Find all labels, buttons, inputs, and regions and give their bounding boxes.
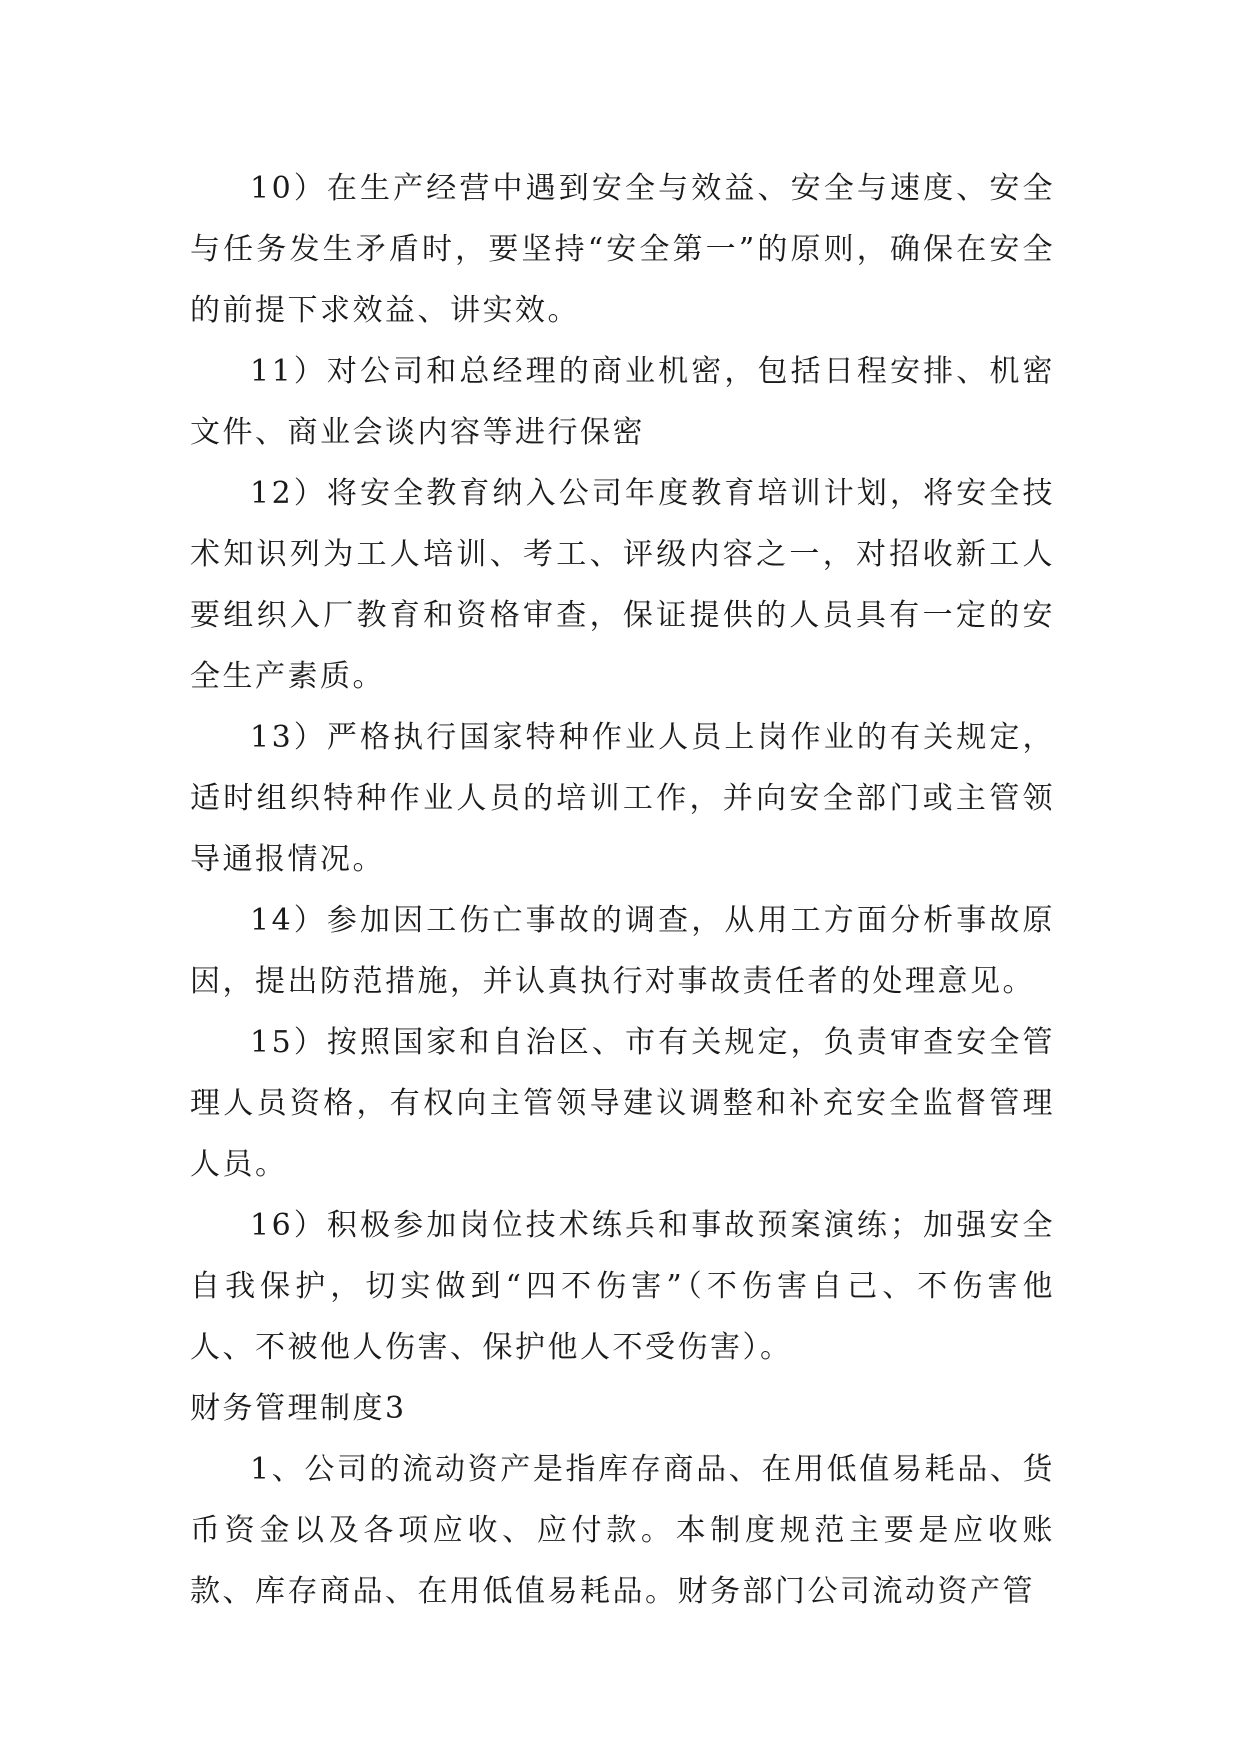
paragraph-item-14: 14）参加因工伤亡事故的调查，从用工方面分析事故原因，提出防范措施，并认真执行对事故责任者的处理意见。 bbox=[190, 903, 1055, 999]
paragraph-item-15: 15）按照国家和自治区、市有关规定，负责审查安全管理人员资格，有权向主管领导建议调整和补充安全监督管理人员。 bbox=[190, 1025, 1055, 1182]
paragraph-item-13: 13）严格执行国家特种作业人员上岗作业的有关规定，适时组织特种作业人员的培训工作，并向安全部门或主管领导通报情况。 bbox=[190, 720, 1055, 877]
paragraph-item-12: 12）将安全教育纳入公司年度教育培训计划，将安全技术知识列为工人培训、考工、评级内容之一，对招收新工人要组织入厂教育和资格审查，保证提供的人员具有一定的安全生产素质。 bbox=[190, 476, 1055, 694]
paragraph-item-10: 10）在生产经营中遇到安全与效益、安全与速度、安全与任务发生矛盾时，要坚持“安全第一”的原则，确保在安全的前提下求效益、讲实效。 bbox=[190, 171, 1055, 328]
section-paragraph-1: 1、公司的流动资产是指库存商品、在用低值易耗品、货币资金以及各项应收、应付款。本制度规范主要是应收账款、库存商品、在用低值易耗品。财务部门公司流动资产管 bbox=[190, 1452, 1055, 1609]
section-heading: 财务管理制度3 bbox=[190, 1391, 407, 1426]
paragraph-item-16: 16）积极参加岗位技术练兵和事故预案演练；加强安全自我保护，切实做到“四不伤害”（不伤害自己、不伤害他人、不被他人伤害、保护他人不受伤害）。 bbox=[190, 1208, 1055, 1365]
paragraph-item-11: 11）对公司和总经理的商业机密，包括日程安排、机密文件、商业会谈内容等进行保密 bbox=[190, 354, 1055, 450]
document-body bbox=[190, 158, 1055, 1622]
